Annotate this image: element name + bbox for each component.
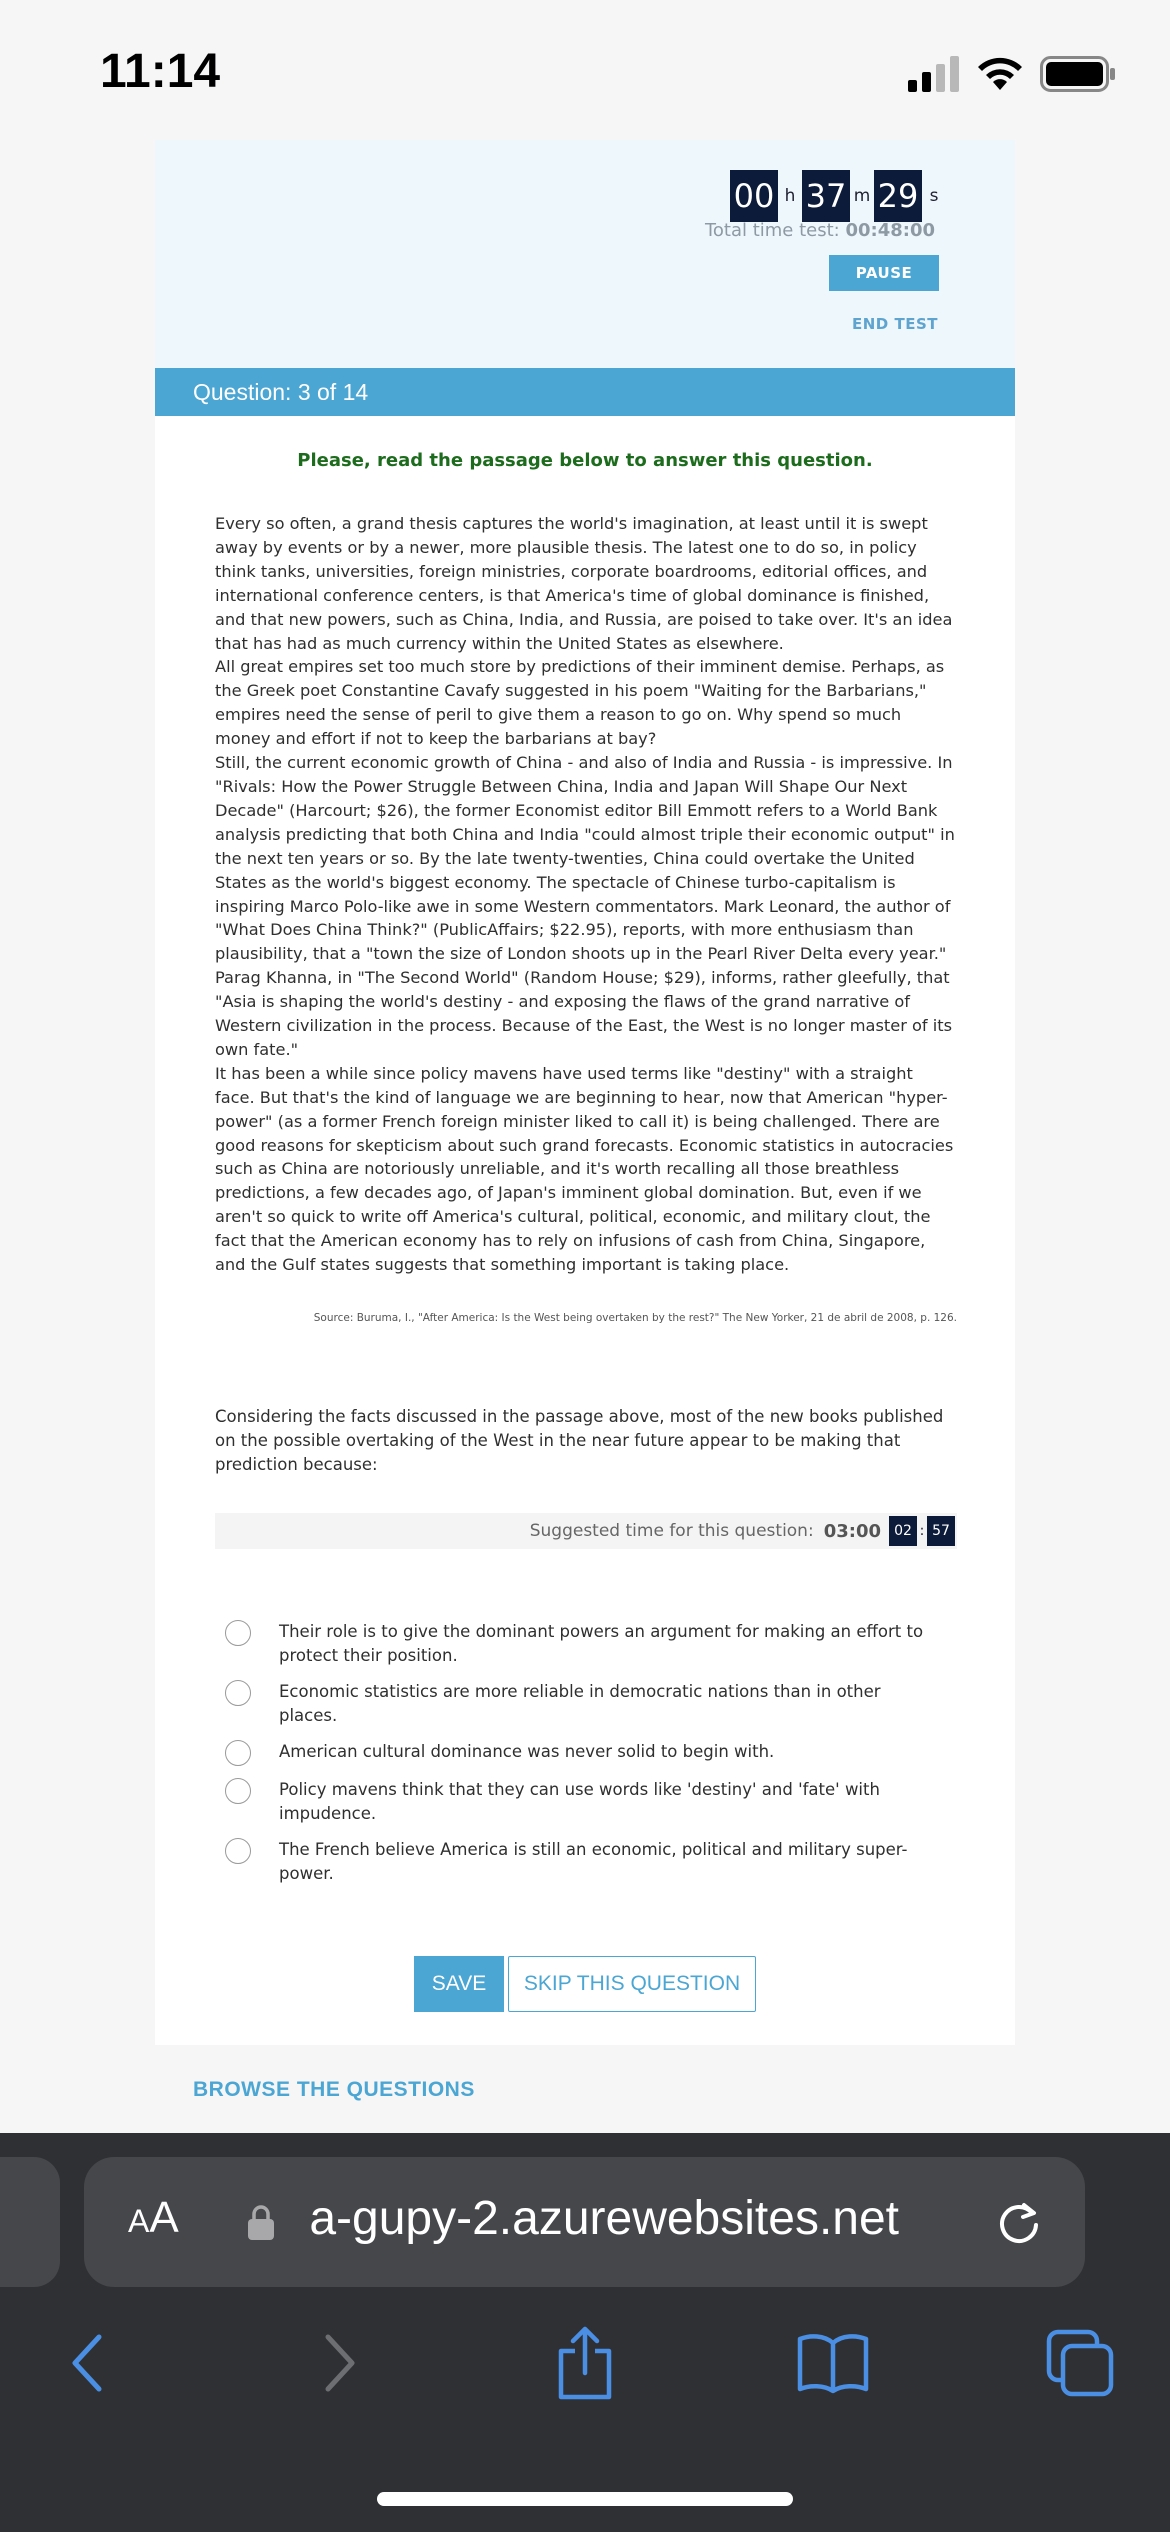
share-icon: [553, 2325, 617, 2401]
timer-minutes-unit: m: [853, 186, 871, 206]
radio-button[interactable]: [225, 1620, 251, 1646]
pause-button[interactable]: PAUSE: [829, 255, 939, 291]
reload-icon[interactable]: [994, 2197, 1044, 2247]
radio-button[interactable]: [225, 1680, 251, 1706]
timer-seconds-unit: s: [929, 186, 939, 206]
suggested-time-label: Suggested time for this question:: [529, 1521, 814, 1541]
answer-option[interactable]: [225, 1778, 925, 1826]
skip-question-button[interactable]: SKIP THIS QUESTION: [508, 1956, 756, 2012]
reader-settings-small-a: A: [128, 2203, 150, 2239]
total-time: [705, 220, 935, 241]
timer-seconds: 29: [874, 170, 922, 222]
passage-paragraph: Still, the current economic growth of China - and also of India and Russia - is impressive. In "Rivals: How the Power Struggle Between China, India and Japan Will Shape Our Next Decade" (Harcourt; $26), the former Economist editor Bill Emmott refers to a World Bank analysis predicting that both China and India "could almost triple their economic output" in the next ten years or so. By the late twenty-twenties, China could overtake the United States as the world's biggest economy. The spectacle of Chinese turbo-capitalism is inspiring Marco Polo-like awe in some Western commentators. Mark Leonard, the author of "What Does China Think?" (PublicAffairs; $22.95), reports, with more enthusiasm than plausibility, that a "town the size of London shoots up in the Pearl River Delta every year." Parag Khanna, in "The Second World" (Random House; $29), informs, rather gleefully, that "Asia is shaping the world's destiny - and exposing the flaws of the grand narrative of Western civilization in the process. Because of the East, the West is no longer master of its own fate.": [215, 753, 955, 1059]
battery-icon: [1040, 56, 1116, 92]
address-bar[interactable]: [84, 2157, 1085, 2287]
reader-settings-large-a: A: [149, 2193, 179, 2242]
total-time-label: Total time test:: [704, 220, 840, 241]
answer-option[interactable]: [225, 1838, 925, 1886]
test-timer: [730, 170, 946, 222]
previous-tab-preview[interactable]: [0, 2157, 60, 2287]
radio-button[interactable]: [225, 1740, 251, 1766]
wifi-icon: [974, 52, 1026, 92]
forward-icon: [320, 2333, 360, 2393]
total-time-value: 00:48:00: [845, 220, 935, 241]
question-prompt: Considering the facts discussed in the passage above, most of the new books published on the possible overtaking of the West in the near future appear to be making that prediction because:: [215, 1407, 944, 1474]
suggested-time-bar: [215, 1513, 957, 1549]
answer-option[interactable]: [225, 1680, 925, 1728]
answer-options: [225, 1620, 925, 1898]
passage-paragraph: All great empires set too much store by predictions of their imminent demise. Perhaps, as the Greek poet Constantine Cavafy suggested in his poem "Waiting for the Barbarians," empires need the sense of peril to give them a reason to go on. Why spend so much money and effort if not to keep the barbarians at bay?: [215, 657, 945, 749]
share-button[interactable]: [545, 2323, 625, 2403]
passage-source: Source: Buruma, I., "After America: Is the West being overtaken by the rest?" The New Yorker, 21 de abril de 2008, p. 126.: [313, 1312, 957, 1324]
reading-passage: [215, 512, 957, 1277]
question-countdown-separator: :: [919, 1523, 925, 1539]
browser-toolbar: [0, 2133, 1170, 2532]
question-header: Question: 3 of 14: [155, 368, 1015, 416]
answer-option-text[interactable]: American cultural dominance was never solid to begin with.: [279, 1742, 775, 1761]
browse-questions-link[interactable]: BROWSE THE QUESTIONS: [193, 2078, 475, 2101]
answer-option[interactable]: [225, 1740, 925, 1766]
url-text[interactable]: a-gupy-2.azurewebsites.net: [296, 2192, 899, 2245]
question-actions: [414, 1956, 756, 2012]
lock-icon: [246, 2203, 276, 2241]
passage-paragraph: It has been a while since policy mavens have used terms like "destiny" with a straight face. But that's the kind of language we are beginning to hear, now that American "hyper-power" (as a former French foreign minister liked to call it) is being challenged. There are good reasons for skepticism about such grand forecasts. Economic statistics in autocracies such as China are notoriously unreliable, and it's worth recalling all those breathless predictions, a few decades ago, of Japan's imminent global domination. But, even if we aren't so quick to write off America's cultural, political, economic, and military clout, the fact that the American economy has to rely on infusions of cash from China, Singapore, and the Gulf states suggests that something important is taking place.: [215, 1063, 954, 1275]
browser-nav-row: [0, 2323, 1170, 2413]
status-time: 11:14: [100, 45, 221, 98]
suggested-time-value: 03:00: [823, 1520, 881, 1542]
back-button[interactable]: [47, 2323, 127, 2403]
answer-option-text[interactable]: The French believe America is still an economic, political and military super-power.: [279, 1840, 908, 1883]
cellular-signal-icon: [906, 56, 960, 92]
timer-minutes: 37: [802, 170, 850, 222]
bookmarks-icon: [796, 2331, 870, 2395]
tabs-icon: [1045, 2328, 1115, 2398]
test-header: [155, 140, 1015, 368]
timer-hours: 00: [730, 170, 778, 222]
question-countdown-minutes: 02: [889, 1516, 917, 1546]
status-bar: [0, 0, 1170, 140]
tabs-button[interactable]: [1040, 2323, 1120, 2403]
home-indicator: [377, 2492, 793, 2506]
question-countdown-seconds: 57: [927, 1516, 955, 1546]
passage-paragraph: Every so often, a grand thesis captures the world's imagination, at least until it is swept away by events or by a newer, more plausible thesis. The latest one to do so, in policy think tanks, universities, foreign ministries, corporate boardrooms, editorial offices, and international conference centers, is that America's time of global dominance is finished, and that new powers, such as China, India, and Russia, are poised to take over. It's an idea that has had as much currency within the United States as elsewhere.: [215, 514, 953, 653]
radio-button[interactable]: [225, 1838, 251, 1864]
answer-option-text[interactable]: Economic statistics are more reliable in democratic nations than in other places.: [279, 1682, 881, 1725]
question-instruction: Please, read the passage below to answer this question.: [297, 450, 873, 471]
back-icon: [67, 2333, 107, 2393]
forward-button[interactable]: [300, 2323, 380, 2403]
timer-hours-unit: h: [784, 186, 796, 206]
save-button[interactable]: SAVE: [414, 1956, 504, 2012]
answer-option-text[interactable]: Their role is to give the dominant powers an argument for making an effort to protect their position.: [279, 1622, 924, 1665]
bookmarks-button[interactable]: [793, 2323, 873, 2403]
reader-settings-button[interactable]: [128, 2193, 179, 2243]
answer-option[interactable]: [225, 1620, 925, 1668]
end-test-link[interactable]: END TEST: [852, 315, 938, 333]
answer-option-text[interactable]: Policy mavens think that they can use words like 'destiny' and 'fate' with impudence.: [279, 1780, 880, 1823]
test-card: [155, 140, 1015, 2045]
radio-button[interactable]: [225, 1778, 251, 1804]
